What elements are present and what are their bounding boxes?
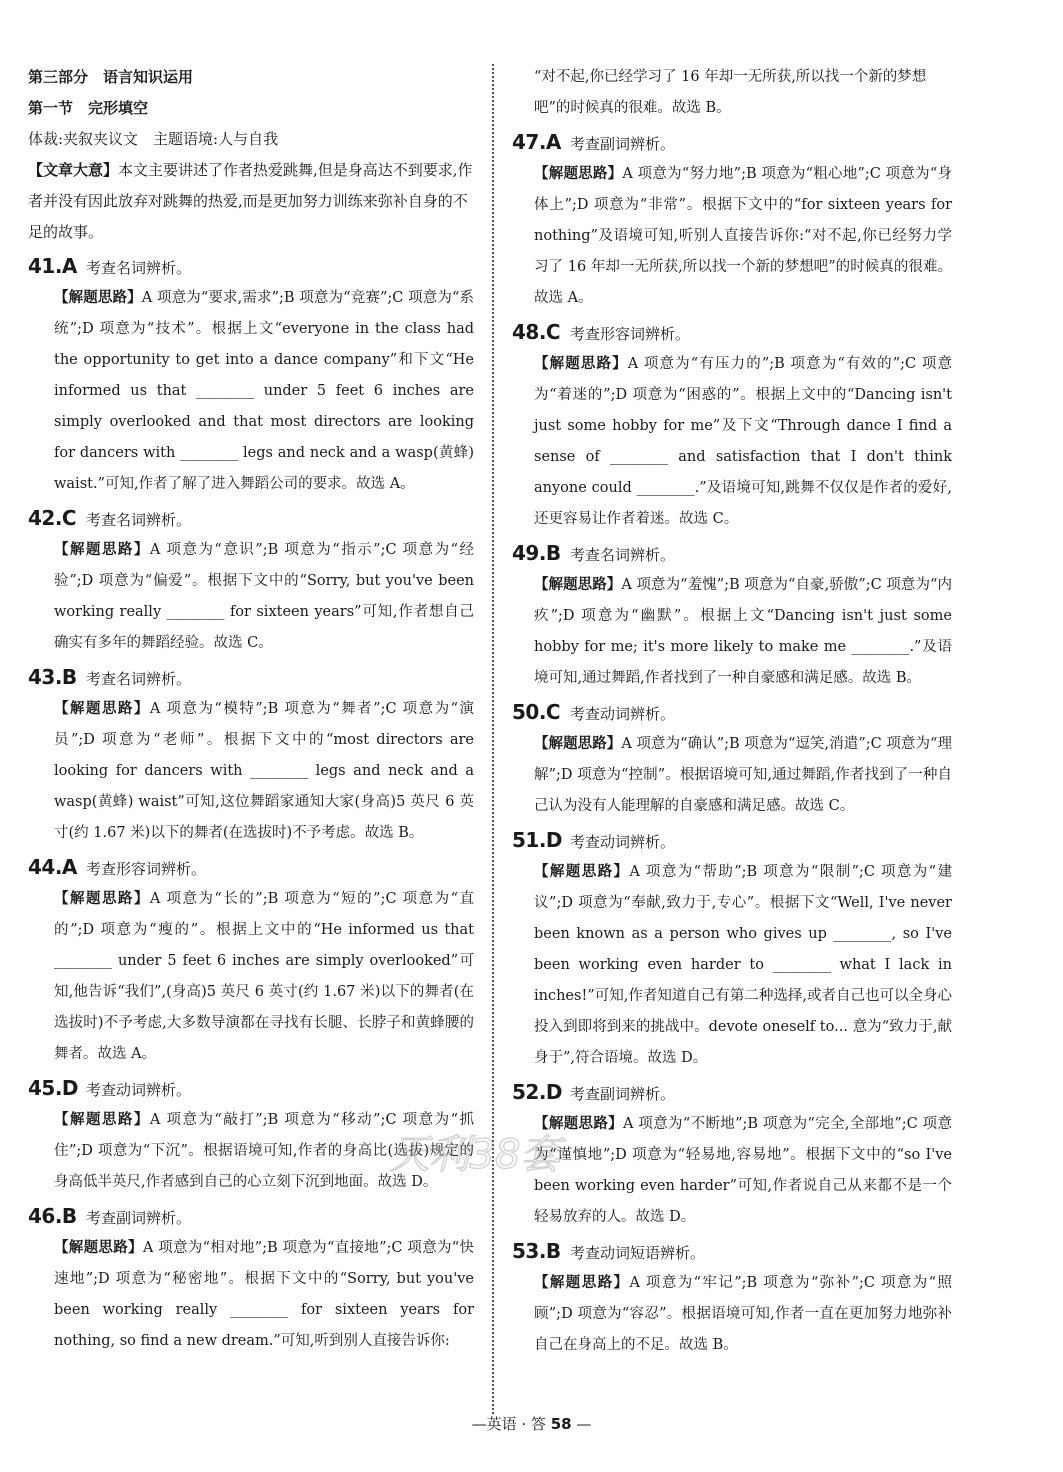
question-item [28,850,474,1070]
right-question-list [512,125,952,1361]
question-number: 52.D [512,1080,563,1104]
question-number: 51.D [512,828,563,852]
question-header [512,1075,952,1109]
solution-text: A 项意为“努力地”;B 项意为“粗心地”;C 项意为“身体上”;D 项意为“非常”。根据下文中的“for sixteen years for nothing”及语境可知,听别人直接告诉你:“对不起,你已经努力学习了 16 年却一无所获,所以找一个新的梦想吧”的时候真的很难。故选 A。 [534,166,952,306]
question-number: 53.B [512,1239,561,1263]
question-header [28,660,474,694]
solution-text: A 项意为“相对地”;B 项意为“直接地”;C 项意为“快速地”;D 项意为“秘密地”。根据下文中的“Sorry, but you've been working really ________ for sixteen years for nothing, so find a new dream.”可知,听到别人直接告诉你: [54,1240,475,1349]
question-type: 考查副词辨析。 [86,1209,192,1227]
question-type: 考查名词辨析。 [86,259,192,277]
question-header [512,1234,952,1268]
solution-tag: 【解题思路】 [534,864,630,880]
solution-tag: 【解题思路】 [534,736,622,752]
solution-tag: 【解题思路】 [54,701,150,717]
question-item [28,1071,474,1198]
solution-tag: 【解题思路】 [54,542,150,558]
question-number: 45.D [28,1076,79,1100]
solution-paragraph [28,1233,474,1357]
solution-paragraph [512,1109,952,1233]
continued-text: “对不起,你已经学习了 16 年却一无所获,所以找一个新的梦想吧”的时候真的很难。故选 B。 [534,69,927,116]
solution-paragraph [28,535,474,659]
question-header [512,125,952,159]
genre-meta: 体裁:夹叙夹议文 主题语境:人与自我 [28,130,279,148]
solution-tag: 【解题思路】 [54,891,150,907]
solution-tag: 【解题思路】 [534,166,623,182]
watermark-text: 天利38套 [389,1132,561,1178]
solution-text: A 项意为“羞愧”;B 项意为“自豪,骄傲”;C 项意为“内疚”;D 项意为“幽默”。根据上文“Dancing isn't just some hobby for me; it's more likely to make me ________.”及语境可知,通过舞蹈,作者找到了一种自豪感和满足感。故选 B。 [534,577,952,686]
question-number: 42.C [28,506,77,530]
subsection-title: 第一节 完形填空 [28,99,149,117]
question-item [512,1234,952,1361]
solution-paragraph [28,884,474,1070]
solution-text: A 项意为“不断地”;B 项意为“完全,全部地”;C 项意为“谨慎地”;D 项意为“轻易地,容易地”。根据下文中的“so I've been working even harder”可知,作者说自己从来都不是一个轻易放弃的人。故选 D。 [534,1116,952,1225]
question-item [28,249,474,500]
question-type: 考查动词辨析。 [570,833,676,851]
solution-paragraph [28,1105,474,1198]
question-header [28,850,474,884]
question-item [512,823,952,1074]
question-number: 46.B [28,1204,77,1228]
question-item [512,1075,952,1233]
question-type: 考查动词辨析。 [570,705,676,723]
question-item [28,1199,474,1357]
solution-paragraph [512,729,952,822]
question-header [512,315,952,349]
question-type: 考查形容词辨析。 [86,860,207,878]
question-header [512,536,952,570]
solution-text: A 项意为“牢记”;B 项意为“弥补”;C 项意为“照顾”;D 项意为“容忍”。根据语境可知,作者一直在更加努力地弥补自己在身高上的不足。故选 B。 [534,1275,953,1353]
question-header [28,1071,474,1105]
question-number: 47.A [512,130,561,154]
question-header [512,695,952,729]
solution-paragraph [512,857,952,1074]
solution-paragraph [512,159,952,314]
question-number: 49.B [512,541,561,565]
solution-paragraph [512,1268,952,1361]
question-type: 考查名词辨析。 [570,546,676,564]
page-footer [0,1412,1063,1436]
solution-text: A 项意为“要求,需求”;B 项意为“竞赛”;C 项意为“系统”;D 项意为“技术”。根据上文“everyone in the class had the opportunity to get into a dance company”和下文“He informed us that ________ under 5 feet 6 inches are simply overlooked and that most directors are looking for dancers with ________ legs and neck and a wasp(黄蜂) waist.”可知,作者了解了进入舞蹈公司的要求。故选 A。 [54,290,474,492]
solution-text: A 项意为“帮助”;B 项意为“限制”;C 项意为“建议”;D 项意为“奉献,致力于,专心”。根据下文“Well, I've never been known as a person who gives up ________, so I've been working even harder to ________ what I lack in inches!”可知,作者知道自己有第二种选择,或者自己也可以全身心投入到即将到来的挑战中。devote oneself to... 意为“致力于,献身于”,符合语境。故选 D。 [534,864,953,1066]
column-divider [492,64,494,1414]
question-header [512,823,952,857]
solution-tag: 【解题思路】 [534,1275,630,1291]
question-type: 考查动词辨析。 [86,1081,192,1099]
question-item [28,660,474,849]
question-item [512,536,952,694]
question-type: 考查副词辨析。 [570,1085,676,1103]
question-item [512,695,952,822]
question-type: 考查名词辨析。 [86,670,192,688]
solution-tag: 【解题思路】 [534,577,622,593]
solution-text: A 项意为“模特”;B 项意为“舞者”;C 项意为“演员”;D 项意为“老师”。根据下文中的“most directors are looking for dancers with ________ legs and neck and a wasp(黄蜂) waist”可知,这位舞蹈家通知大家(身高)5 英尺 6 英寸(约 1.67 米)以下的舞者(在选拔时)不予考虑。故选 B。 [54,701,474,841]
solution-paragraph [28,694,474,849]
solution-tag: 【解题思路】 [534,356,628,372]
question-item [512,125,952,314]
solution-tag: 【解题思路】 [54,1240,143,1256]
solution-text: A 项意为“意识”;B 项意为“指示”;C 项意为“经验”;D 项意为“偏爱”。根据下文中的“Sorry, but you've been working really ________ for sixteen years”可知,作者想自己确实有多年的舞蹈经验。故选 C。 [54,542,474,651]
question-header [28,501,474,535]
article-summary [28,155,474,248]
part-title: 第三部分 语言知识运用 [28,68,194,86]
question-number: 43.B [28,665,77,689]
left-question-list [28,249,474,1357]
question-type: 考查形容词辨析。 [570,325,691,343]
solution-paragraph [28,283,474,500]
question-item [512,315,952,535]
question-header [28,249,474,283]
right-column [512,62,952,1361]
summary-text: 本文主要讲述了作者热爱跳舞,但是身高达不到要求,作者并没有因此放弃对跳舞的热爱,而是更加努力训练来弥补自身的不足的故事。 [28,161,473,241]
question-type: 考查副词辨析。 [570,135,676,153]
question-type: 考查名词辨析。 [86,511,192,529]
question-number: 41.A [28,254,77,278]
question-number: 44.A [28,855,77,879]
left-column [28,62,474,1357]
solution-text: A 项意为“确认”;B 项意为“逗笑,消遣”;C 项意为“理解”;D 项意为“控制”。根据语境可知,通过舞蹈,作者找到了一种自己认为没有人能理解的自豪感和满足感。故选 C。 [534,736,952,814]
solution-tag: 【解题思路】 [534,1116,623,1132]
solution-paragraph [512,349,952,535]
solution-tag: 【解题思路】 [54,1112,150,1128]
summary-tag: 【文章大意】 [28,161,119,179]
solution-text: A 项意为“有压力的”;B 项意为“有效的”;C 项意为“着迷的”;D 项意为“困惑的”。根据上文中的“Dancing isn't just some hobby for me”及下文“Through dance I find a sense of ________ and satisfaction that I don't think anyone could ________.”及语境可知,跳舞不仅仅是作者的爱好,还更容易让作者着迷。故选 C。 [534,356,952,527]
footer-prefix: —英语 · 答 [471,1415,551,1433]
solution-tag: 【解题思路】 [54,290,142,306]
question-number: 48.C [512,320,561,344]
solution-text: A 项意为“长的”;B 项意为“短的”;C 项意为“直的”;D 项意为“瘦的”。根据上文中的“He informed us that ________ under 5 feet 6 inches are simply overlooked”可知,他告诉“我们”,(身高)5 英尺 6 英寸(约 1.67 米)以下的舞者(在选拔时)不予考虑,大多数导演都在寻找有长腿、长脖子和黄蜂腰的舞者。故选 A。 [54,891,474,1062]
question-item [28,501,474,659]
question-header [28,1199,474,1233]
question-number: 50.C [512,700,561,724]
question-type: 考查动词短语辨析。 [570,1244,706,1262]
page-number: 58 [550,1415,572,1433]
footer-suffix: — [571,1415,592,1433]
solution-paragraph [512,570,952,694]
solution-text: A 项意为“敲打”;B 项意为“移动”;C 项意为“抓住”;D 项意为“下沉”。根据语境可知,作者的身高比(选拔)规定的身高低半英尺,作者感到自己的心立刻下沉到地面。故选 D。 [54,1112,474,1190]
